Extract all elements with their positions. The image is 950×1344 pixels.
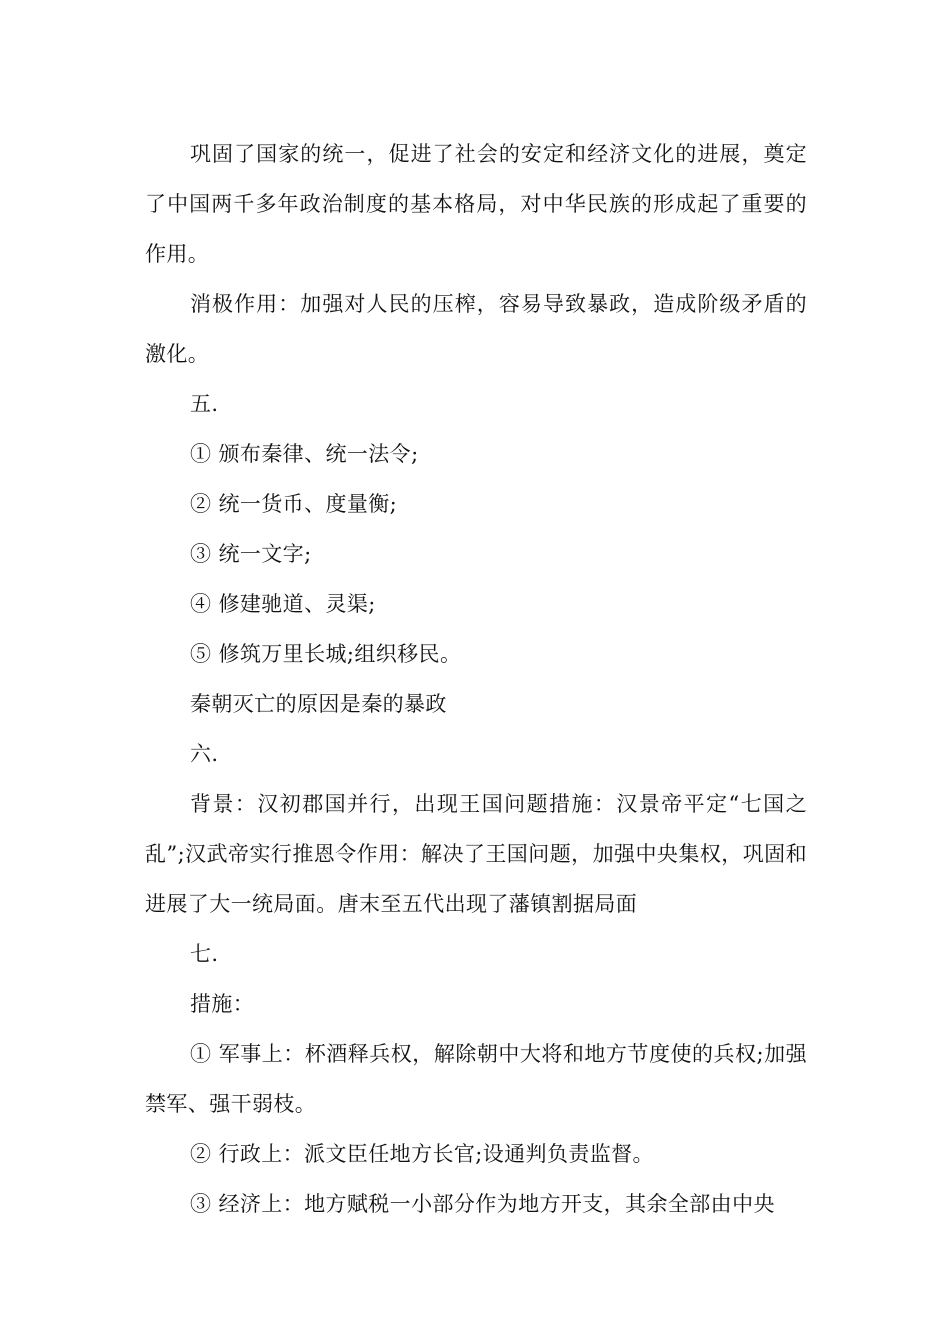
section-heading-six: 六. <box>190 742 219 766</box>
list-item-great-wall: ⑤ 修筑万里长城;组织移民。 <box>190 642 462 666</box>
document-body <box>145 129 807 1229</box>
list-item-administration: ② 行政上：派文臣任地方长官;设通判负责监督。 <box>190 1142 654 1166</box>
section-heading-seven: 七. <box>190 942 219 966</box>
paragraph-negative-effects: 消极作用：加强对人民的压榨，容易导致暴政，造成阶级矛盾的激化。 <box>145 292 807 366</box>
list-item-currency: ② 统一货币、度量衡; <box>190 492 398 516</box>
paragraph-measures-label: 措施： <box>190 992 255 1016</box>
list-item-qin-law: ① 颁布秦律、统一法令; <box>190 442 419 466</box>
paragraph-han-background: 背景：汉初郡国并行，出现王国问题措施：汉景帝平定“七国之乱”;汉武帝实行推恩令作用：解决了王国问题，加强中央集权，巩固和进展了大一统局面。唐末至五代出现了藩镇割据局面 <box>145 792 807 916</box>
list-item-script: ③ 统一文字; <box>190 542 312 566</box>
paragraph-qin-fall: 秦朝灭亡的原因是秦的暴政 <box>190 692 447 716</box>
list-item-roads-canal: ④ 修建驰道、灵渠; <box>190 592 376 616</box>
list-item-military: ① 军事上：杯酒释兵权，解除朝中大将和地方节度使的兵权;加强禁军、强干弱枝。 <box>145 1042 807 1116</box>
section-heading-five: 五. <box>190 392 219 416</box>
list-item-economy: ③ 经济上：地方赋税一小部分作为地方开支，其余全部由中央 <box>190 1192 775 1216</box>
paragraph-unification-effects: 巩固了国家的统一，促进了社会的安定和经济文化的进展，奠定了中国两千多年政治制度的基本格局，对中华民族的形成起了重要的作用。 <box>145 142 807 266</box>
